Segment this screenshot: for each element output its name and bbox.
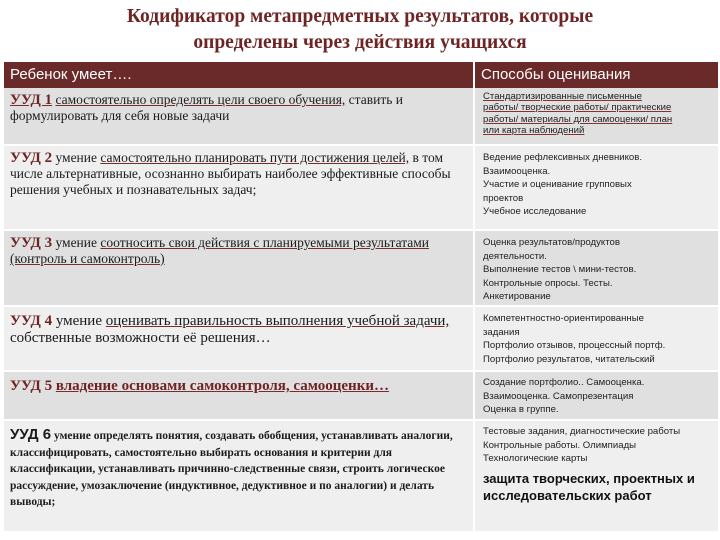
methods-cell xyxy=(474,88,718,145)
uud-cell xyxy=(4,230,474,306)
table-row xyxy=(4,306,718,371)
method-line: Компетентностно-ориентированные xyxy=(483,313,644,324)
header-child-can: Ребенок умеет…. xyxy=(4,62,474,88)
uud-pre: умение xyxy=(55,150,98,165)
methods-cell xyxy=(474,420,718,532)
method-line: Взаимооценка. Самопрезентация xyxy=(483,390,634,402)
uud-lead: оценивать правильность выполнения учебной задачи, xyxy=(105,313,450,329)
uud-code: УУД 5 xyxy=(10,378,53,394)
uud-rest: ставить и формулировать для себя новые задачи xyxy=(10,92,403,123)
method-line: Анкетирование xyxy=(483,291,551,302)
method-line: Технологические карты xyxy=(483,453,588,464)
uud-lead: самостоятельно определять цели своего обучения, xyxy=(55,92,346,107)
method-line: или карта наблюдений xyxy=(483,124,585,136)
codifier-table xyxy=(4,62,718,533)
method-line: Ведение рефлексивных дневников. xyxy=(483,152,643,163)
uud-lead: владение основами самоконтроля, самооценки… xyxy=(55,378,389,394)
methods-cell xyxy=(474,306,718,371)
uud-rest: собственные возможности её решения… xyxy=(10,330,271,346)
uud-rest: умение определять понятия, создавать обобщения, устанавливать аналогии, классифицировать, самостоятельно выбирать основания и критерии для классификации, устанавливать причинно-следственные связи, строить логическое рассуждение, умозаключение (индуктивное, дедуктивное и по аналогии) и делать выводы; xyxy=(10,430,453,508)
method-line: Участие и оценивание групповых xyxy=(483,179,632,190)
methods-cell xyxy=(474,145,718,230)
uud-cell xyxy=(4,420,474,532)
method-line: Портфолио результатов, читательский xyxy=(483,353,655,365)
uud-cell xyxy=(4,371,474,420)
uud-cell xyxy=(4,145,474,230)
page-title xyxy=(0,0,720,62)
title-line-2: определены через действия учащихся xyxy=(193,32,527,53)
uud-lead: самостоятельно планировать пути достижения целей, xyxy=(100,150,410,165)
uud-lead: соотносить свои действия с планируемыми результатами (контроль и самоконтроль) xyxy=(10,235,430,266)
uud-code: УУД 6 xyxy=(10,426,52,443)
method-line: задания xyxy=(483,326,520,338)
method-line: Стандартизированные письменные xyxy=(483,91,643,102)
method-line: Взаимооценка. xyxy=(483,165,551,177)
method-line: деятельности. xyxy=(483,250,547,262)
table-row xyxy=(4,230,718,306)
method-line: работы/ материалы для самооценки/ план xyxy=(483,113,673,125)
uud-code: УУД 3 xyxy=(10,235,53,251)
title-line-1: Кодификатор метапредметных результатов, которые xyxy=(126,6,594,27)
method-line: Создание портфолио.. Самооценка. xyxy=(483,377,645,388)
method-line: Контрольные работы. Олимпиады xyxy=(483,439,637,451)
table-row xyxy=(4,371,718,420)
table-header-row xyxy=(4,62,718,88)
method-line: проектов xyxy=(483,192,524,204)
uud-cell xyxy=(4,306,474,371)
method-line: Выполнение тестов \ мини-тестов. xyxy=(483,264,637,275)
uud-code: УУД 2 xyxy=(10,150,53,166)
uud-pre: умение xyxy=(55,235,98,250)
method-line: Оценка результатов/продуктов xyxy=(483,237,620,248)
table-row xyxy=(4,420,718,532)
method-emphasis: защита творческих, проектных и исследовательских работ xyxy=(483,470,695,503)
method-line: работы/ творческие работы/ практические xyxy=(483,102,672,114)
header-assessment-methods: Способы оценивания xyxy=(474,62,718,88)
table-row xyxy=(4,88,718,145)
uud-rest: в том числе альтернативные, осознанно выбирать наиболее эффективные способы решения учебных и познавательных задач; xyxy=(10,150,451,197)
uud-cell xyxy=(4,88,474,145)
uud-pre: умение xyxy=(55,313,102,329)
method-line: Тестовые задания, диагностические работы xyxy=(483,426,681,437)
method-line: Портфолио отзывов, процессный портф. xyxy=(483,340,666,351)
uud-code: УУД 4 xyxy=(10,313,53,329)
method-line: Учебное исследование xyxy=(483,206,587,217)
method-line: Оценка в группе. xyxy=(483,404,559,415)
method-line: Контрольные опросы. Тесты. xyxy=(483,277,613,289)
uud-code: УУД 1 xyxy=(10,92,53,108)
methods-cell xyxy=(474,230,718,306)
table-row xyxy=(4,145,718,230)
methods-cell xyxy=(474,371,718,420)
